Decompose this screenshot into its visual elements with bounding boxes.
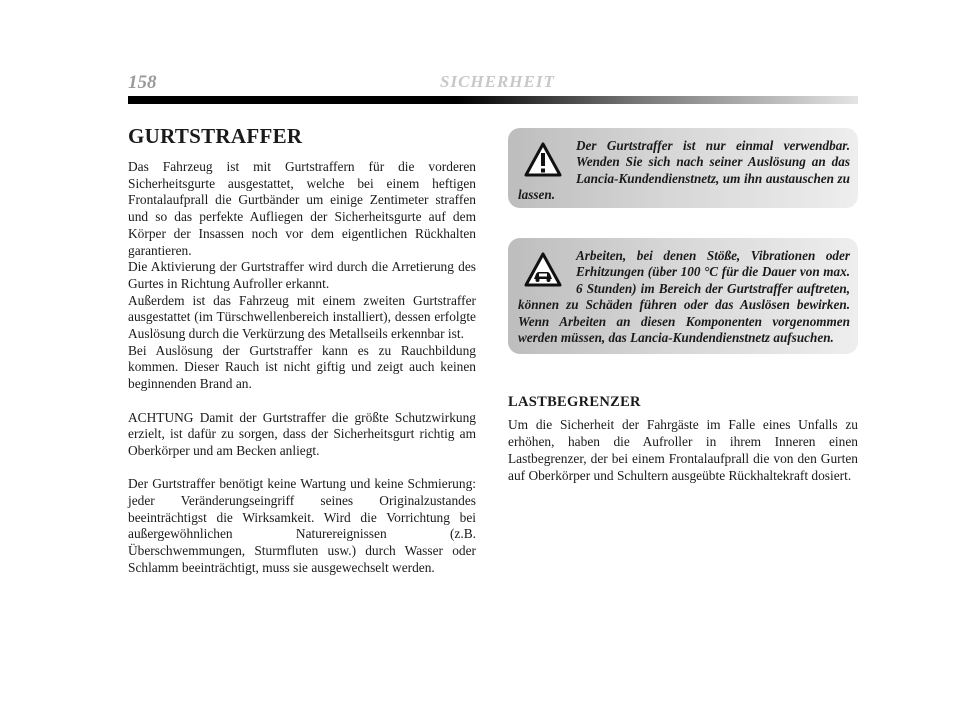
warning-box-single-use [508, 128, 858, 208]
paragraph-maintenance: Der Gurtstraffer benötigt keine Wartung und keine Schmierung: jeder Veränderungseingriff seines Originalzustandes beeinträchtigst die Wirksamkeit. Wird die Vorrichtung bei außergewöhnlichen Naturereignissen (z.B. Überschwemmungen, Sturmfluten usw.) durch Wasser oder Schlamm beeinträchtigt, muss sie ausgewechselt werden. [128, 476, 476, 575]
paragraph-second-pretensioner: Außerdem ist das Fahrzeug mit einem zweiten Gurtstraffer ausgestattet (im Türschwellenbereich installiert), dessen erfolgte Auslösung durch die Verkürzung des Metallseils erkennbar ist. [128, 292, 476, 342]
warning-text-single-use: Der Gurtstraffer ist nur einmal verwendbar. Wenden Sie sich nach seiner Auslösung an das Lancia-Kundendienstnetz, um ihn austauschen zu lassen. [518, 138, 850, 203]
warning-text-work-damage: Arbeiten, bei denen Stöße, Vibrationen oder Erhitzungen (über 100 °C für die Dauer von max. 6 Stunden) im Bereich der Gurtstraffer auftreten, können zu Schäden führen oder das Auslösen bewirken. Wenn Arbeiten an diesen Komponenten vorgenommen werden müssen, das Lancia-Kundendienstnetz aufsuchen. [518, 248, 850, 346]
right-column [508, 128, 858, 484]
paragraph-smoke: Bei Auslösung der Gurtstraffer kann es zu Rauchbildung kommen. Dieser Rauch ist nicht giftig und zeigt auch keinen beginnenden Brand an. [128, 342, 476, 392]
header-rule [128, 96, 858, 104]
section-header: SICHERHEIT [440, 72, 555, 91]
left-column [128, 124, 476, 577]
body-text [128, 159, 476, 577]
paragraph-activation: Die Aktivierung der Gurtstraffer wird durch die Arretierung des Gurtes in Richtung Aufroller erkannt. [128, 259, 476, 291]
page-title: GURTSTRAFFER [128, 124, 303, 148]
page-number: 158 [128, 72, 157, 93]
paragraph-lastbegrenzer: Um die Sicherheit der Fahrgäste im Falle eines Unfalls zu erhöhen, haben die Aufroller in ihrem Inneren einen Lastbegrenzer, der bei einem Frontalaufprall die von den Gurten auf Oberkörper und Schultern ausgeübte Rückhaltekraft dosiert. [508, 417, 858, 483]
warning-triangle-icon [524, 142, 562, 182]
paragraph-achtung: ACHTUNG Damit der Gurtstraffer die größte Schutzwirkung erzielt, ist dafür zu sorgen, dass der Sicherheitsgurt richtig am Oberkörper und am Becken anliegt. [128, 409, 476, 458]
paragraph-intro: Das Fahrzeug ist mit Gurtstraffern für die vorderen Sicherheitsgurte ausgestattet, welche bei einem heftigen Frontalaufprall die Gurtbänder um einige Zentimeter straffen und so das perfekte Aufliegen der Sicherheitsgurte auf dem Körper der Insassen noch vor dem eigentlichen Rückhalten garantieren. [128, 159, 476, 258]
car-damage-warning-icon [524, 252, 562, 292]
spacer [128, 460, 476, 477]
spacer [128, 393, 476, 410]
subtitle-lastbegrenzer: LASTBEGRENZER [508, 394, 641, 411]
warning-box-work-damage [508, 238, 858, 354]
